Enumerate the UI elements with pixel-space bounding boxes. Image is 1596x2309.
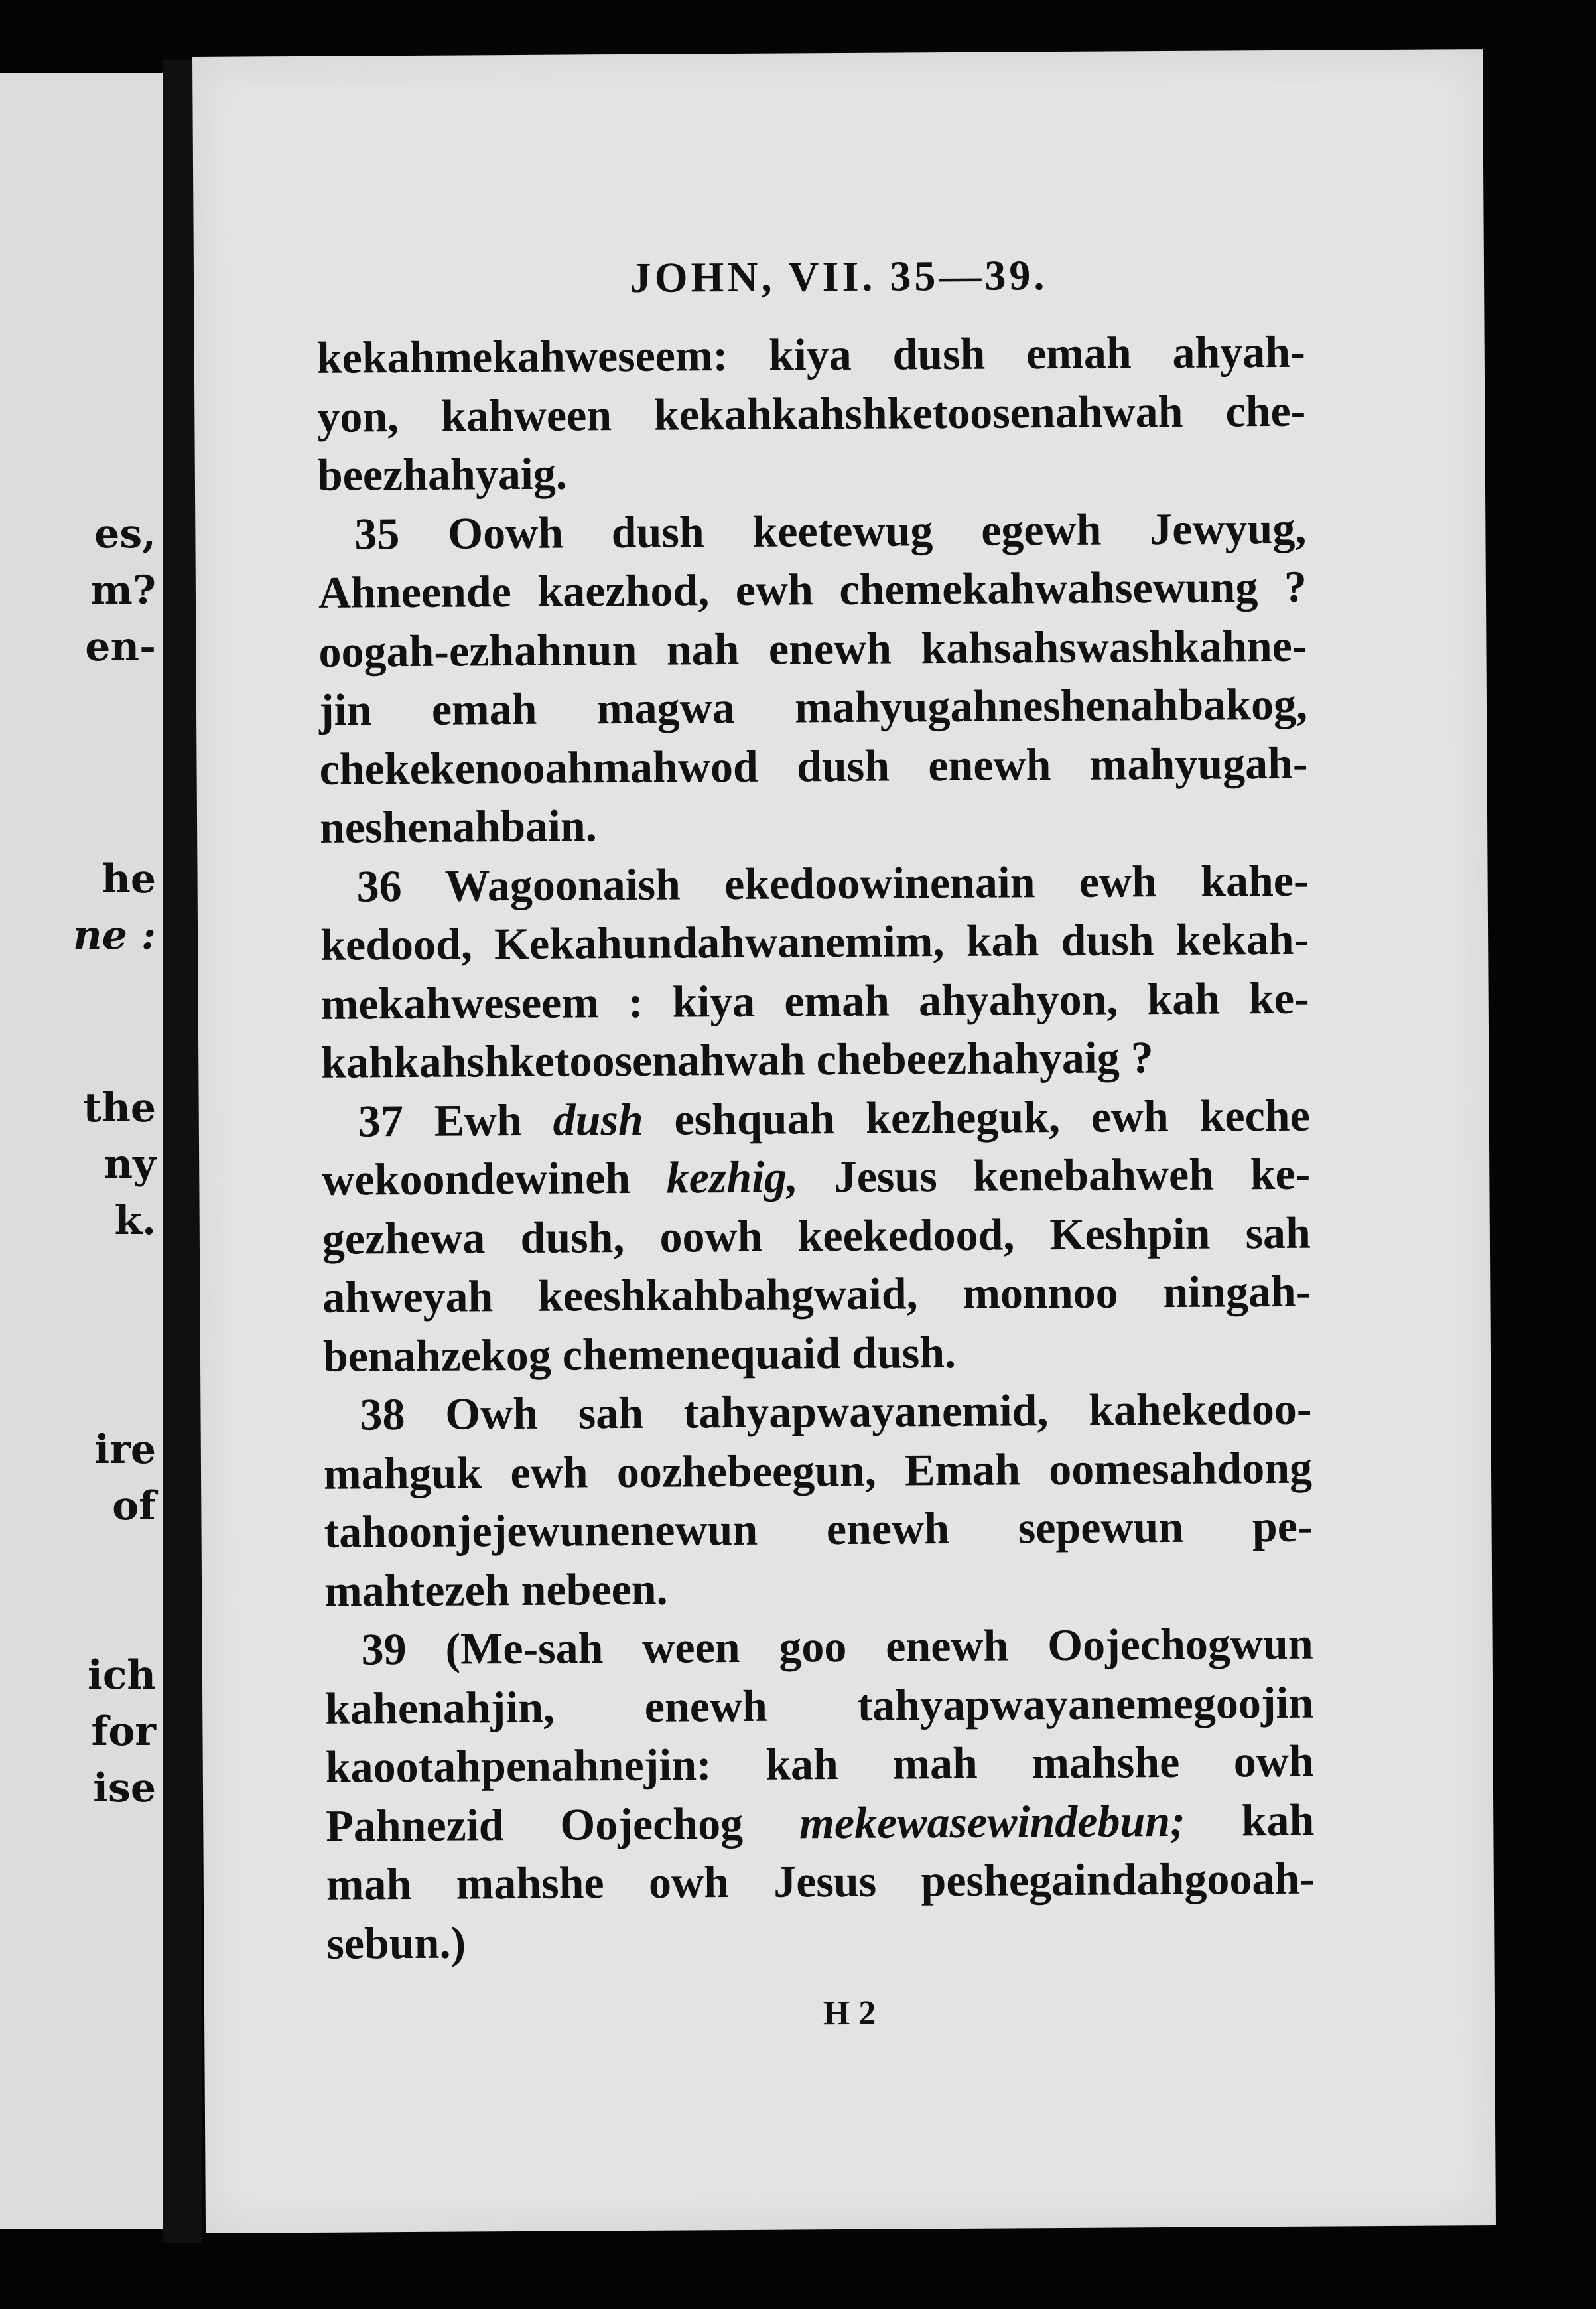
left-page-fragment: he <box>101 856 156 902</box>
left-page-fragment: k. <box>114 1198 156 1244</box>
text-line <box>326 1790 1315 1855</box>
text-line <box>318 616 1307 681</box>
text-segment: kahkahshketoosenahwah chebeezhahyaig ? <box>321 1032 1154 1087</box>
left-page <box>0 73 163 2229</box>
text-line <box>318 557 1307 622</box>
text-line <box>318 498 1307 563</box>
signature-mark: H 2 <box>823 1994 876 2033</box>
text-line <box>323 1379 1312 1444</box>
text-line <box>324 1497 1313 1562</box>
text-line <box>322 1203 1311 1268</box>
left-page-fragment: of <box>112 1483 156 1529</box>
text-segment: Ahneende kaezhod, ewh chemekahwahsewung ? <box>318 561 1307 618</box>
text-segment: kaootahpenahnejin: kah mah mahshe owh <box>325 1735 1314 1792</box>
text-line <box>317 381 1306 446</box>
left-page-fragment: the <box>83 1085 156 1131</box>
text-segment: kah <box>1185 1794 1315 1846</box>
text-line <box>325 1673 1314 1738</box>
text-line <box>319 675 1308 740</box>
text-line <box>324 1555 1313 1620</box>
text-line <box>324 1438 1313 1503</box>
left-page-fragment: es, <box>94 511 156 557</box>
italic-text-segment: dush <box>553 1093 643 1145</box>
text-line <box>320 851 1309 916</box>
page-text <box>317 322 1315 1973</box>
text-line <box>324 1614 1313 1679</box>
text-segment: gezhewa dush, oowh keekedood, Keshpin sah <box>322 1207 1311 1264</box>
left-page-fragment: en- <box>85 624 156 670</box>
text-segment: mah mahshe owh Jesus peshegaindahgooah- <box>326 1853 1315 1910</box>
left-page-fragment: ire <box>94 1427 156 1473</box>
text-line <box>323 1320 1312 1385</box>
text-line <box>320 968 1309 1033</box>
text-segment: tahoonjejewunenewun enewh sepewun pe- <box>324 1500 1313 1557</box>
text-segment: mahtezeh nebeen. <box>324 1563 668 1616</box>
text-line <box>326 1908 1315 1973</box>
text-segment: mahguk ewh oozhebeegun, Emah oomesahdong <box>323 1442 1313 1499</box>
text-line <box>322 1085 1311 1151</box>
right-page <box>192 49 1496 2233</box>
text-line <box>321 1027 1310 1092</box>
left-page-fragment: for <box>91 1709 156 1755</box>
text-line <box>320 910 1309 975</box>
text-segment: wekoondewineh <box>322 1152 667 1205</box>
text-segment: 39 (Me-sah ween goo enewh Oojechogwun <box>361 1618 1313 1675</box>
text-segment: Jesus kenebahweh ke- <box>797 1148 1311 1202</box>
italic-text-segment: kezhig, <box>666 1151 799 1203</box>
text-line <box>317 322 1306 387</box>
left-page-fragment: m? <box>90 567 156 614</box>
left-page-fragment: ise <box>93 1765 156 1811</box>
text-segment: kedood, Kekahundahwanemim, kah dush kekah- <box>320 913 1309 970</box>
text-segment: neshenahbain. <box>319 800 597 853</box>
running-header: JOHN, VII. 35—39. <box>630 251 1048 301</box>
text-line <box>326 1849 1315 1914</box>
text-segment: jin emah magwa mahyugahneshenahbakog, <box>318 678 1308 735</box>
text-segment: eshquah kezheguk, ewh keche <box>643 1089 1311 1145</box>
left-page-fragment: ich <box>88 1652 156 1699</box>
text-segment: beezhahyaig. <box>317 448 567 500</box>
text-line <box>319 733 1308 798</box>
text-segment: kahenahjin, enewh tahyapwayanemegoojin <box>324 1677 1314 1734</box>
text-segment: mekahweseem : kiya emah ahyahyon, kah ke- <box>320 972 1309 1029</box>
text-line <box>318 440 1307 505</box>
left-page-fragment: ny <box>103 1141 156 1188</box>
text-segment: 38 Owh sah tahyapwayanemid, kahekedoo- <box>360 1383 1312 1440</box>
text-line <box>322 1262 1311 1327</box>
text-line <box>325 1732 1314 1797</box>
left-page-fragment: ne : <box>73 912 156 959</box>
text-segment: ahweyah keeshkahbahgwaid, monnoo ningah- <box>322 1265 1311 1322</box>
text-line <box>320 792 1309 857</box>
text-segment: sebun.) <box>326 1917 466 1969</box>
text-segment: oogah-ezhahnun nah enewh kahsahswashkahne- <box>318 620 1307 677</box>
text-segment: 35 Oowh dush keetewug egewh Jewyug, <box>354 502 1307 559</box>
text-segment: kekahmekahweseem: kiya dush emah ahyah- <box>316 326 1305 383</box>
text-segment: chekekenooahmahwod dush enewh mahyugah- <box>319 737 1308 794</box>
text-segment: 37 Ewh <box>358 1094 553 1146</box>
text-segment: yon, kahween kekahkahshketoosenahwah che- <box>317 385 1306 442</box>
text-segment: benahzekog chemenequaid dush. <box>322 1326 957 1381</box>
text-segment: 36 Wagoonaish ekedoowinenain ewh kahe- <box>356 855 1309 911</box>
text-line <box>322 1145 1311 1210</box>
text-segment: Pahnezid Oojechog <box>326 1797 800 1851</box>
italic-text-segment: mekewasewindebun; <box>799 1795 1185 1848</box>
